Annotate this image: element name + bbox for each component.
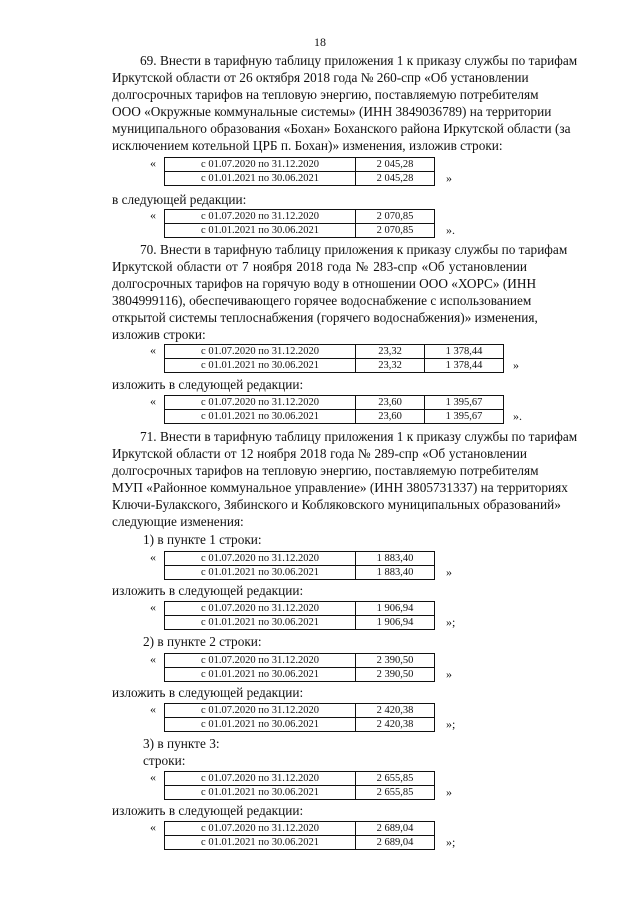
value-cell: 1 883,40 <box>356 552 435 566</box>
period-cell: с 01.01.2021 по 30.06.2021 <box>165 359 356 373</box>
period-cell: с 01.01.2021 по 30.06.2021 <box>165 718 356 732</box>
tariff-table-69-new <box>164 209 435 238</box>
table-row <box>165 654 435 668</box>
value-cell: 2 070,85 <box>356 224 435 238</box>
paragraph-71-line: долгосрочных тарифов на тепловую энергию, поставляемую потребителям <box>112 463 539 478</box>
value-cell: 2 070,85 <box>356 210 435 224</box>
table-row <box>165 396 504 410</box>
close-quote: »; <box>446 615 456 629</box>
paragraph-70-line: 70. Внести в тарифную таблицу приложения к приказу службы по тарифам <box>140 242 568 257</box>
set-out-label: изложить в следующей редакции: <box>112 803 304 818</box>
value-cell: 23,32 <box>356 345 425 359</box>
period-cell: с 01.07.2020 по 31.12.2020 <box>165 158 356 172</box>
table-row <box>165 836 435 850</box>
table-row <box>165 345 504 359</box>
set-out-label: изложить в следующей редакции: <box>112 685 304 700</box>
item-1-label: 1) в пункте 1 строки: <box>143 532 262 547</box>
table-row <box>165 616 435 630</box>
table-row <box>165 158 435 172</box>
period-cell: с 01.07.2020 по 31.12.2020 <box>165 654 356 668</box>
period-cell: с 01.07.2020 по 31.12.2020 <box>165 552 356 566</box>
open-quote: « <box>150 550 156 564</box>
period-cell: с 01.07.2020 по 31.12.2020 <box>165 822 356 836</box>
value-cell: 2 655,85 <box>356 786 435 800</box>
value-cell: 1 395,67 <box>425 410 504 424</box>
paragraph-71-line: 71. Внести в тарифную таблицу приложения 1 к приказу службы по тарифам <box>140 429 578 444</box>
table-row <box>165 359 504 373</box>
tariff-table-70-new <box>164 395 504 424</box>
close-quote: »; <box>446 835 456 849</box>
open-quote: « <box>150 343 156 357</box>
paragraph-71-line: следующие изменения: <box>112 514 244 529</box>
value-cell: 2 420,38 <box>356 704 435 718</box>
period-cell: с 01.01.2021 по 30.06.2021 <box>165 668 356 682</box>
paragraph-69-line: ООО «Окружные коммунальные системы» (ИНН 3849036789) на территории <box>112 104 552 119</box>
period-cell: с 01.07.2020 по 31.12.2020 <box>165 704 356 718</box>
open-quote: « <box>150 208 156 222</box>
period-cell: с 01.01.2021 по 30.06.2021 <box>165 410 356 424</box>
value-cell: 1 395,67 <box>425 396 504 410</box>
value-cell: 2 045,28 <box>356 172 435 186</box>
set-out-label: изложить в следующей редакции: <box>112 377 304 392</box>
paragraph-69-line: Иркутской области от 26 октября 2018 года № 260-спр «Об установлении <box>112 70 529 85</box>
table-row <box>165 718 435 732</box>
value-cell: 2 655,85 <box>356 772 435 786</box>
value-cell: 1 883,40 <box>356 566 435 580</box>
close-quote: » <box>446 171 452 185</box>
open-quote: « <box>150 702 156 716</box>
tariff-table-71-3-new <box>164 821 435 850</box>
set-out-label: изложить в следующей редакции: <box>112 583 304 598</box>
table-row <box>165 224 435 238</box>
period-cell: с 01.07.2020 по 31.12.2020 <box>165 602 356 616</box>
open-quote: « <box>150 394 156 408</box>
period-cell: с 01.01.2021 по 30.06.2021 <box>165 224 356 238</box>
paragraph-70-line: долгосрочных тарифов на горячую воду в отношении ООО «ХОРС» (ИНН <box>112 276 537 291</box>
close-quote: » <box>446 565 452 579</box>
paragraph-70-line: открытой системы теплоснабжения (горячего водоснабжения)» изменения, <box>112 310 538 325</box>
tariff-table-71-1-old <box>164 551 435 580</box>
table-row <box>165 602 435 616</box>
table-row <box>165 786 435 800</box>
paragraph-71-line: Иркутской области от 12 ноября 2018 года № 289-спр «Об установлении <box>112 446 527 461</box>
period-cell: с 01.07.2020 по 31.12.2020 <box>165 345 356 359</box>
period-cell: с 01.01.2021 по 30.06.2021 <box>165 566 356 580</box>
paragraph-70-line: 3804999116), обеспечивающего горячее водоснабжение с использованием <box>112 293 532 308</box>
paragraph-71-line: МУП «Районное коммунальное управление» (ИНН 3805731337) на территориях <box>112 480 568 495</box>
table-row <box>165 822 435 836</box>
open-quote: « <box>150 600 156 614</box>
paragraph-69-line: долгосрочных тарифов на тепловую энергию, поставляемую потребителям <box>112 87 539 102</box>
table-row <box>165 172 435 186</box>
in-next-edition-label: в следующей редакции: <box>112 192 247 207</box>
paragraph-70-line: Иркутской области от 7 ноября 2018 года № 283-спр «Об установлении <box>112 259 527 274</box>
table-row <box>165 210 435 224</box>
value-cell: 23,60 <box>356 396 425 410</box>
close-quote: ». <box>446 223 455 237</box>
close-quote: »; <box>446 717 456 731</box>
value-cell: 2 045,28 <box>356 158 435 172</box>
paragraph-69-line: муниципального образования «Бохан» Боханского района Иркутской области (за <box>112 121 571 136</box>
period-cell: с 01.01.2021 по 30.06.2021 <box>165 616 356 630</box>
period-cell: с 01.07.2020 по 31.12.2020 <box>165 396 356 410</box>
paragraph-69-line: 69. Внести в тарифную таблицу приложения 1 к приказу службы по тарифам <box>140 53 578 68</box>
value-cell: 23,60 <box>356 410 425 424</box>
value-cell: 2 689,04 <box>356 822 435 836</box>
period-cell: с 01.01.2021 по 30.06.2021 <box>165 786 356 800</box>
close-quote: » <box>446 785 452 799</box>
tariff-table-71-1-new <box>164 601 435 630</box>
open-quote: « <box>150 652 156 666</box>
value-cell: 1 378,44 <box>425 359 504 373</box>
value-cell: 23,32 <box>356 359 425 373</box>
table-row <box>165 552 435 566</box>
value-cell: 1 906,94 <box>356 602 435 616</box>
table-row <box>165 772 435 786</box>
rows-label: строки: <box>143 753 186 768</box>
value-cell: 2 390,50 <box>356 668 435 682</box>
paragraph-69-line: исключением котельной ЦРБ п. Бохан)» изменения, изложив строки: <box>112 138 503 153</box>
table-row <box>165 668 435 682</box>
value-cell: 2 420,38 <box>356 718 435 732</box>
table-row <box>165 410 504 424</box>
close-quote: » <box>513 358 519 372</box>
period-cell: с 01.07.2020 по 31.12.2020 <box>165 210 356 224</box>
value-cell: 2 390,50 <box>356 654 435 668</box>
tariff-table-70-old <box>164 344 504 373</box>
close-quote: ». <box>513 409 522 423</box>
period-cell: с 01.07.2020 по 31.12.2020 <box>165 772 356 786</box>
period-cell: с 01.01.2021 по 30.06.2021 <box>165 836 356 850</box>
close-quote: » <box>446 667 452 681</box>
tariff-table-71-2-old <box>164 653 435 682</box>
item-2-label: 2) в пункте 2 строки: <box>143 634 262 649</box>
value-cell: 2 689,04 <box>356 836 435 850</box>
value-cell: 1 906,94 <box>356 616 435 630</box>
paragraph-71-line: Ключи-Булакского, Зябинского и Кобляковского муниципальных образований» <box>112 497 561 512</box>
open-quote: « <box>150 820 156 834</box>
tariff-table-69-old <box>164 157 435 186</box>
open-quote: « <box>150 156 156 170</box>
item-3-label: 3) в пункте 3: <box>143 736 220 751</box>
page-number: 18 <box>314 35 326 49</box>
tariff-table-71-3-old <box>164 771 435 800</box>
table-row <box>165 566 435 580</box>
period-cell: с 01.01.2021 по 30.06.2021 <box>165 172 356 186</box>
tariff-table-71-2-new <box>164 703 435 732</box>
open-quote: « <box>150 770 156 784</box>
paragraph-70-line: изложив строки: <box>112 327 206 342</box>
table-row <box>165 704 435 718</box>
value-cell: 1 378,44 <box>425 345 504 359</box>
